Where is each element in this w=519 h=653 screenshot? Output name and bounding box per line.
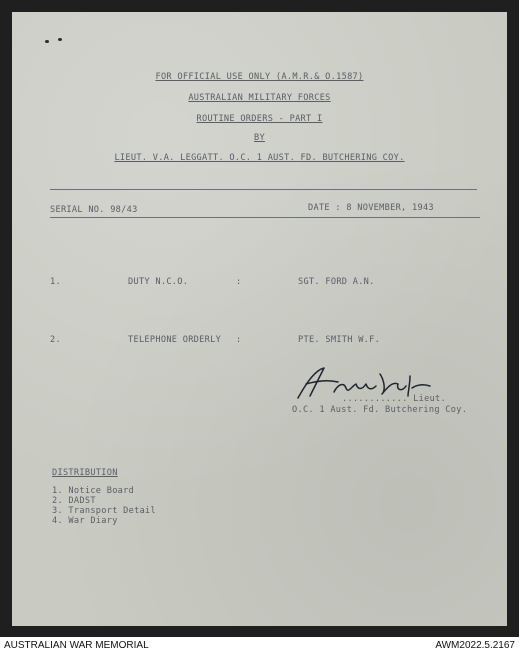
item-title: TELEPHONE ORDERLY (128, 335, 222, 345)
header-line-orders: ROUTINE ORDERS - PART I (196, 114, 323, 124)
serial-number: SERIAL NO. 98/43 (50, 205, 138, 215)
document-page (12, 12, 507, 626)
footer-bar (0, 637, 519, 653)
signature-title: ............ Lieut. (342, 394, 447, 404)
distribution-item: 1. Notice Board (52, 486, 135, 496)
header-line-commander: LIEUT. V.A. LEGGATT. O.C. 1 AUST. FD. BUTCHERING COY. (114, 153, 405, 163)
distribution-item: 4. War Diary (52, 516, 118, 526)
item-title: DUTY N.C.O. (128, 277, 189, 287)
order-date: DATE : 8 NOVEMBER, 1943 (308, 203, 434, 213)
item-value: SGT. FORD A.N. (298, 277, 375, 287)
item-number: 2. (50, 335, 61, 345)
item-separator: : (236, 335, 242, 345)
distribution-item: 2. DADST (52, 496, 96, 506)
signature-unit: O.C. 1 Aust. Fd. Butchering Coy. (292, 405, 468, 415)
item-value: PTE. SMITH W.F. (298, 335, 381, 345)
item-separator: : (236, 277, 242, 287)
divider-line (50, 217, 480, 218)
header-line-official: FOR OFFICIAL USE ONLY (A.M.R.& O.1587) (155, 72, 364, 82)
divider-line (50, 189, 477, 190)
distribution-title: DISTRIBUTION (52, 468, 118, 478)
footer-source: AUSTRALIAN WAR MEMORIAL (4, 640, 149, 651)
footer-accession: AWM2022.5.2167 (435, 640, 515, 651)
header-line-forces: AUSTRALIAN MILITARY FORCES (188, 93, 331, 103)
distribution-item: 3. Transport Detail (52, 506, 157, 516)
header-line-by: BY (254, 133, 265, 143)
item-number: 1. (50, 277, 61, 287)
punch-hole-mark (58, 38, 62, 41)
punch-hole-mark (45, 40, 49, 43)
